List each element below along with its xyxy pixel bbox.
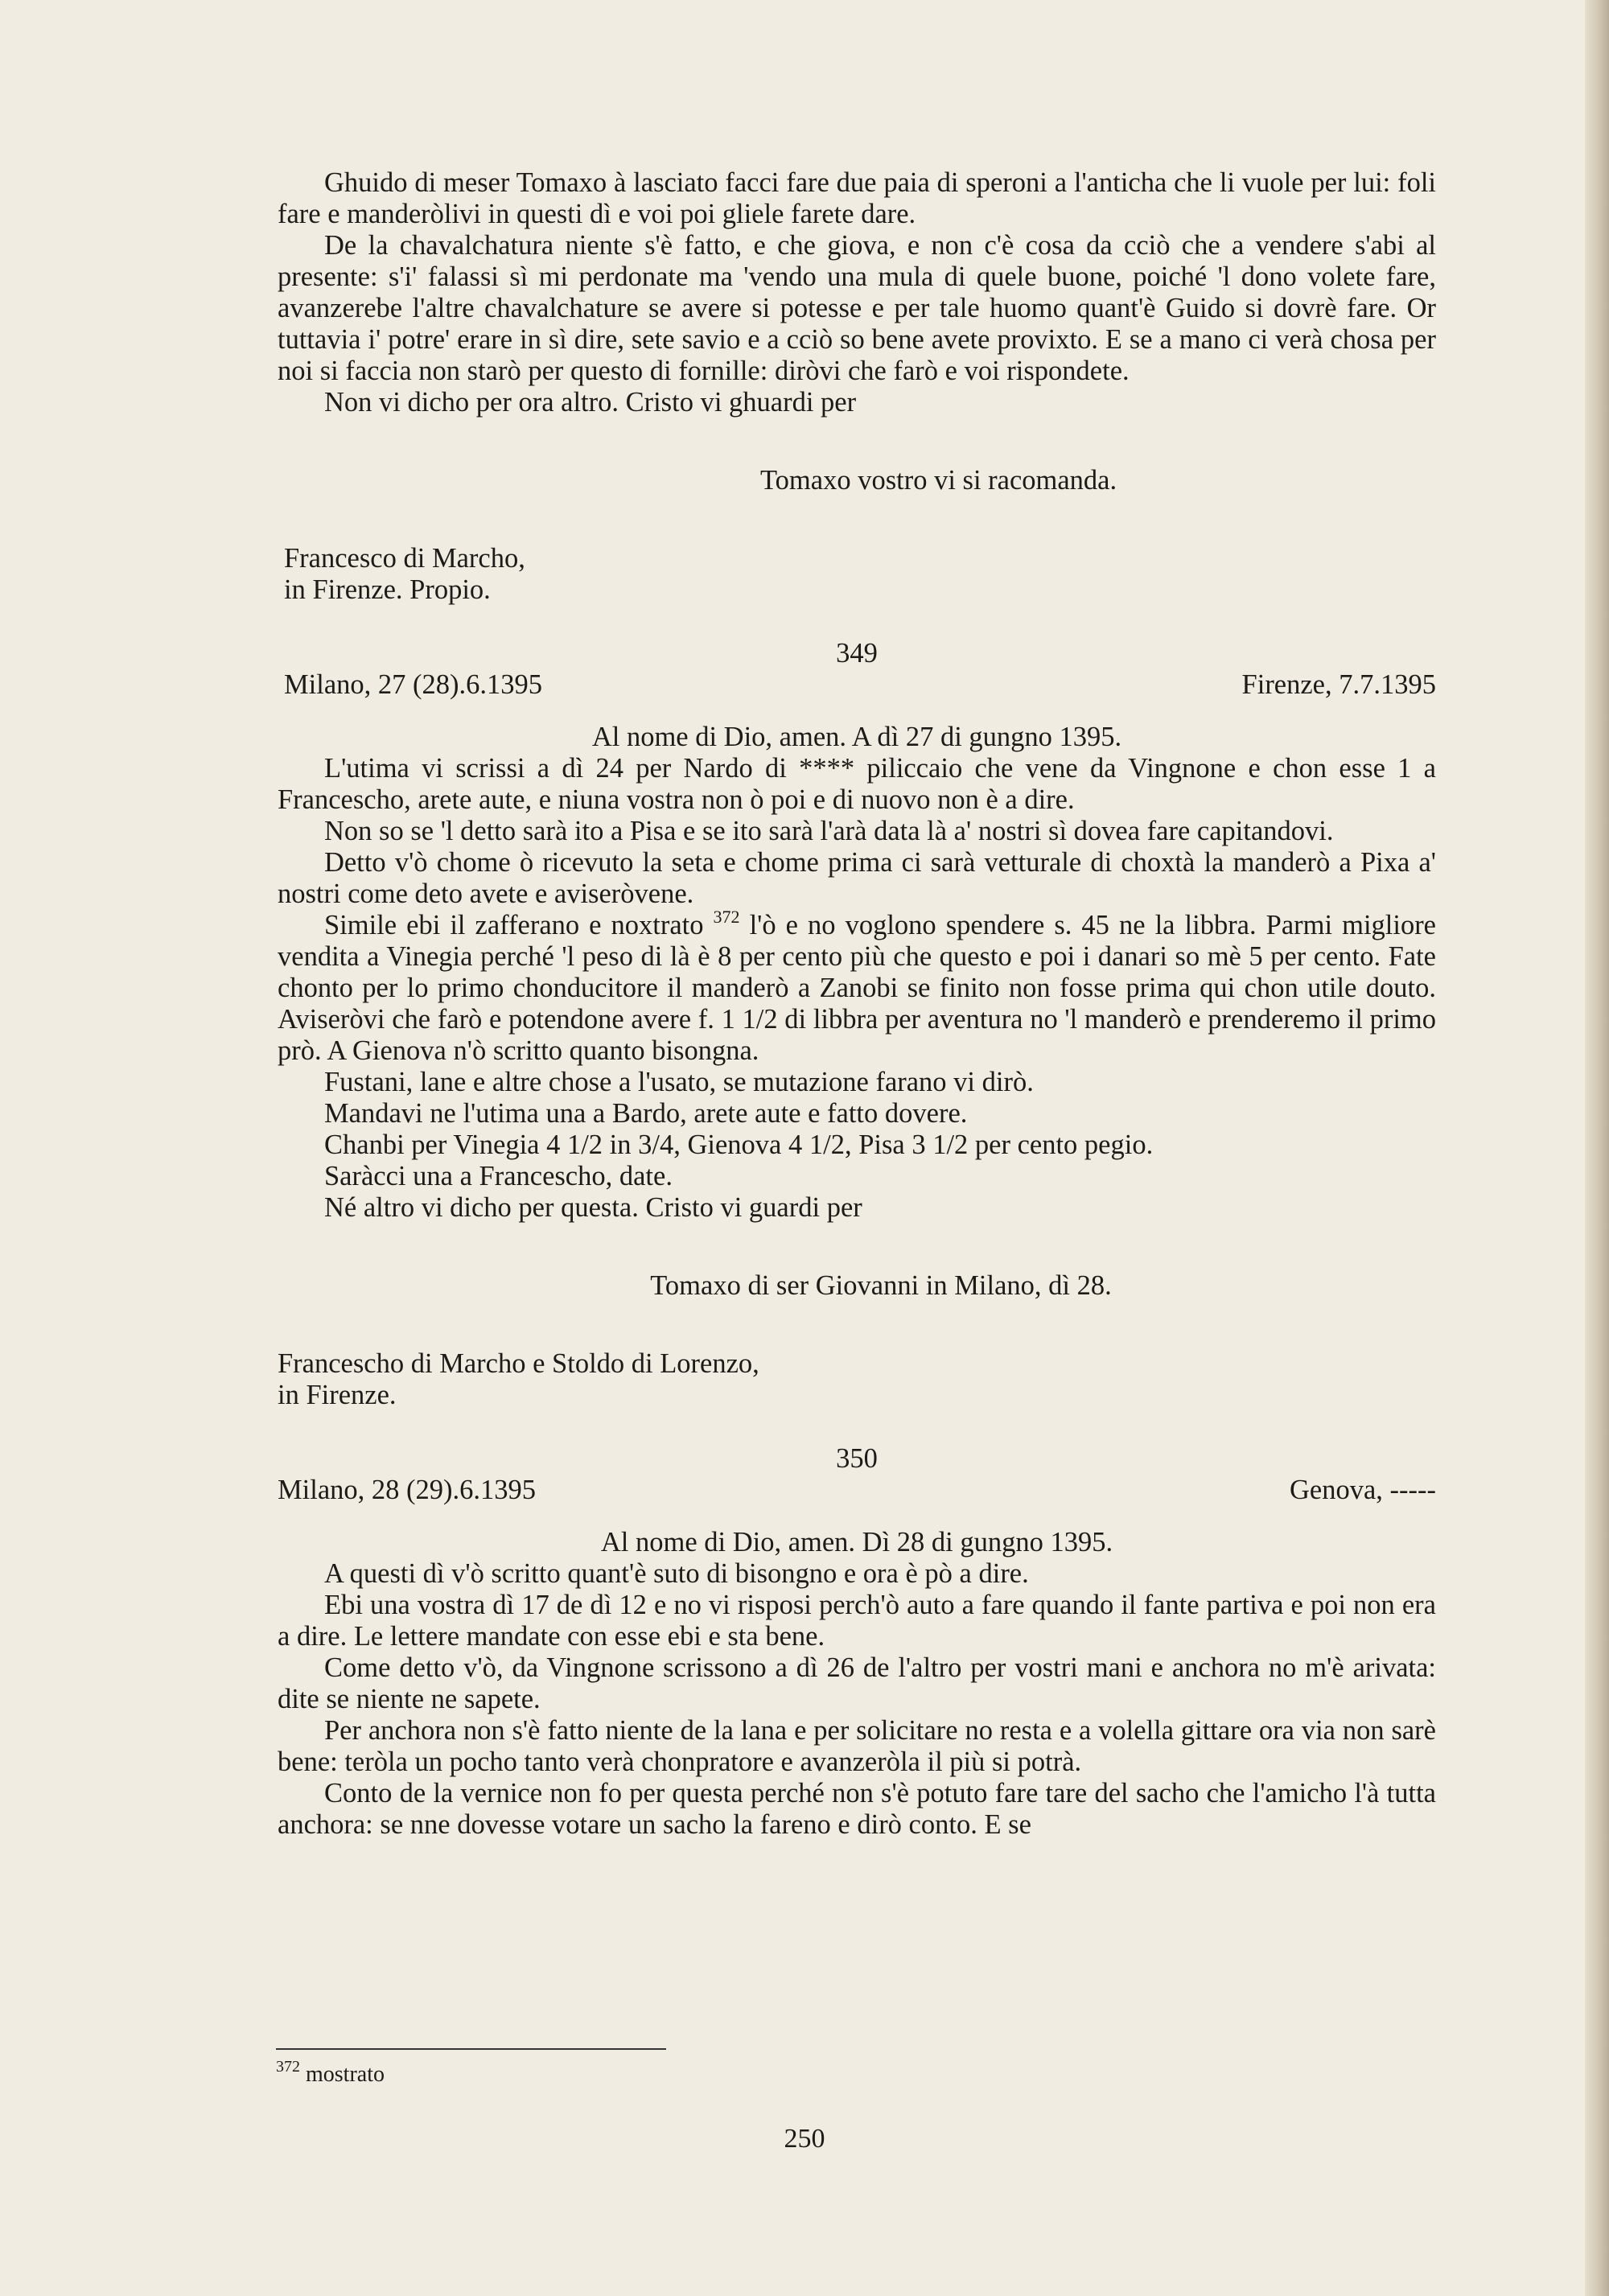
paragraph-text: Simile ebi il zafferano e noxtrato — [324, 910, 714, 940]
paragraph: Detto v'ò chome ò ricevuto la seta e chome prima ci sarà vetturale di choxtà la manderò a Pixa a' nostri come deto avete e aviseròvene. — [278, 847, 1436, 909]
letter-opening: Al nome di Dio, amen. A dì 27 di gungno 1395. — [591, 722, 1122, 752]
paragraph: Come detto v'ò, da Vingnone scrissono a dì 26 de l'altro per vostri mani e anchora no m'è arivata: dite se niente ne sapete. — [278, 1652, 1436, 1714]
letter-number: 349 — [836, 638, 878, 669]
letter-destination: Genova, ----- — [1290, 1475, 1436, 1505]
footnote-ref: 372 — [713, 907, 740, 927]
letter-origin: Milano, 28 (29).6.1395 — [278, 1475, 537, 1505]
address-line: in Firenze. Propio. — [284, 574, 491, 605]
footnote-number: 372 — [276, 2058, 300, 2076]
letter-opening: Al nome di Dio, amen. Dì 28 di gungno 1395. — [600, 1527, 1113, 1557]
page-number: 250 — [784, 2124, 825, 2154]
letter-destination: Firenze, 7.7.1395 — [1241, 669, 1436, 700]
address-line: Francescho di Marcho e Stoldo di Lorenzo, — [278, 1348, 759, 1379]
paragraph: Ghuido di meser Tomaxo à lasciato facci fare due paia di speroni a l'anticha che li vuole per lui: foli fare e manderòlivi in questi dì e voi poi gliele farete dare. — [278, 167, 1436, 229]
page-edge — [1585, 0, 1609, 2296]
page-body — [278, 167, 1436, 1841]
paragraph: Conto de la vernice non fo per questa perché non s'è potuto fare tare del sacho che l'amicho l'à tutta anchora: se nne dovesse votare un sacho la fareno e dirò conto. E se — [278, 1778, 1436, 1840]
footnote — [276, 2058, 385, 2088]
footnote-text: mostrato — [300, 2062, 385, 2087]
paragraph: Chanbi per Vinegia 4 1/2 in 3/4, Gienova 4 1/2, Pisa 3 1/2 per cento pegio. — [324, 1129, 1154, 1160]
signature: Tomaxo di ser Giovanni in Milano, dì 28. — [650, 1270, 1112, 1301]
paragraph: De la chavalchatura niente s'è fatto, e che giova, e non c'è cosa da cciò che a vendere s'abi al presente: s'i' falassi sì mi perdonate ma 'vendo una mula di quele buone, poiché 'l dono volete fare, avanzerebe l'altre chavalchature se avere si potesse e per tale huomo quant'è Guido si dovrè fare. Or tuttavia i' potre' erare in sì dire, sete savio e a cciò so bene avete provixto. E se a mano ci verà chosa per noi si faccia non starò per questo di fornille: diròvi che farò e voi rispondete. — [278, 230, 1436, 386]
letter-header — [278, 1475, 1436, 1506]
paragraph: Per anchora non s'è fatto niente de la lana e per solicitare no resta e a volella gittare ora via non sarè bene: teròla un pocho tanto verà chonpratore e avanzeròla il più si potrà. — [278, 1715, 1436, 1777]
address-line: Francesco di Marcho, — [284, 543, 525, 574]
paragraph: A questi dì v'ò scritto quant'è suto di bisongno e ora è pò a dire. — [324, 1558, 1029, 1589]
signature: Tomaxo vostro vi si racomanda. — [760, 465, 1117, 496]
paragraph: Fustani, lane e altre chose a l'usato, se mutazione farano vi dirò. — [324, 1067, 1034, 1097]
letter-number: 350 — [836, 1443, 878, 1474]
address-line: in Firenze. — [278, 1380, 397, 1410]
letter-header — [278, 669, 1436, 701]
paragraph-text: l'ò e no voglono spendere s. 45 ne la libbra. Parmi migliore vendita a Vinegia perché 'l peso di là è 8 per cento più che questo e poi i danari so mè 5 per cento. Fate chonto per lo primo chonducitore il manderò a Zanobi se finito non fosse prima qui chon utile douto. Aviseròvi che farò e potendone avere f. 1 1/2 di libbra per aventura no 'l manderò e prenderemo il primo prò. A Gienova n'ò scritto quanto bisongna. — [278, 910, 1436, 1066]
footnote-rule — [276, 2048, 666, 2050]
paragraph: Ebi una vostra dì 17 de dì 12 e no vi risposi perch'ò auto a fare quando il fante partiva e poi non era a dire. Le lettere mandate con esse ebi e sta bene. — [278, 1590, 1436, 1652]
letter-origin: Milano, 27 (28).6.1395 — [284, 669, 543, 700]
paragraph: Mandavi ne l'utima una a Bardo, arete aute e fatto dovere. — [324, 1098, 968, 1129]
paragraph: Saràcci una a Francescho, date. — [324, 1161, 673, 1191]
paragraph: Non so se 'l detto sarà ito a Pisa e se ito sarà l'arà data là a' nostri sì dovea fare capitandovi. — [324, 816, 1334, 846]
paragraph: Né altro vi dicho per questa. Cristo vi guardi per — [324, 1192, 862, 1223]
paragraph: L'utima vi scrissi a dì 24 per Nardo di **** piliccaio che vene da Vingnone e chon esse 1 a Francescho, arete aute, e niuna vostra non ò poi e di nuovo non è a dire. — [278, 753, 1436, 815]
paragraph — [278, 907, 1436, 1067]
paragraph: Non vi dicho per ora altro. Cristo vi ghuardi per — [324, 387, 857, 418]
